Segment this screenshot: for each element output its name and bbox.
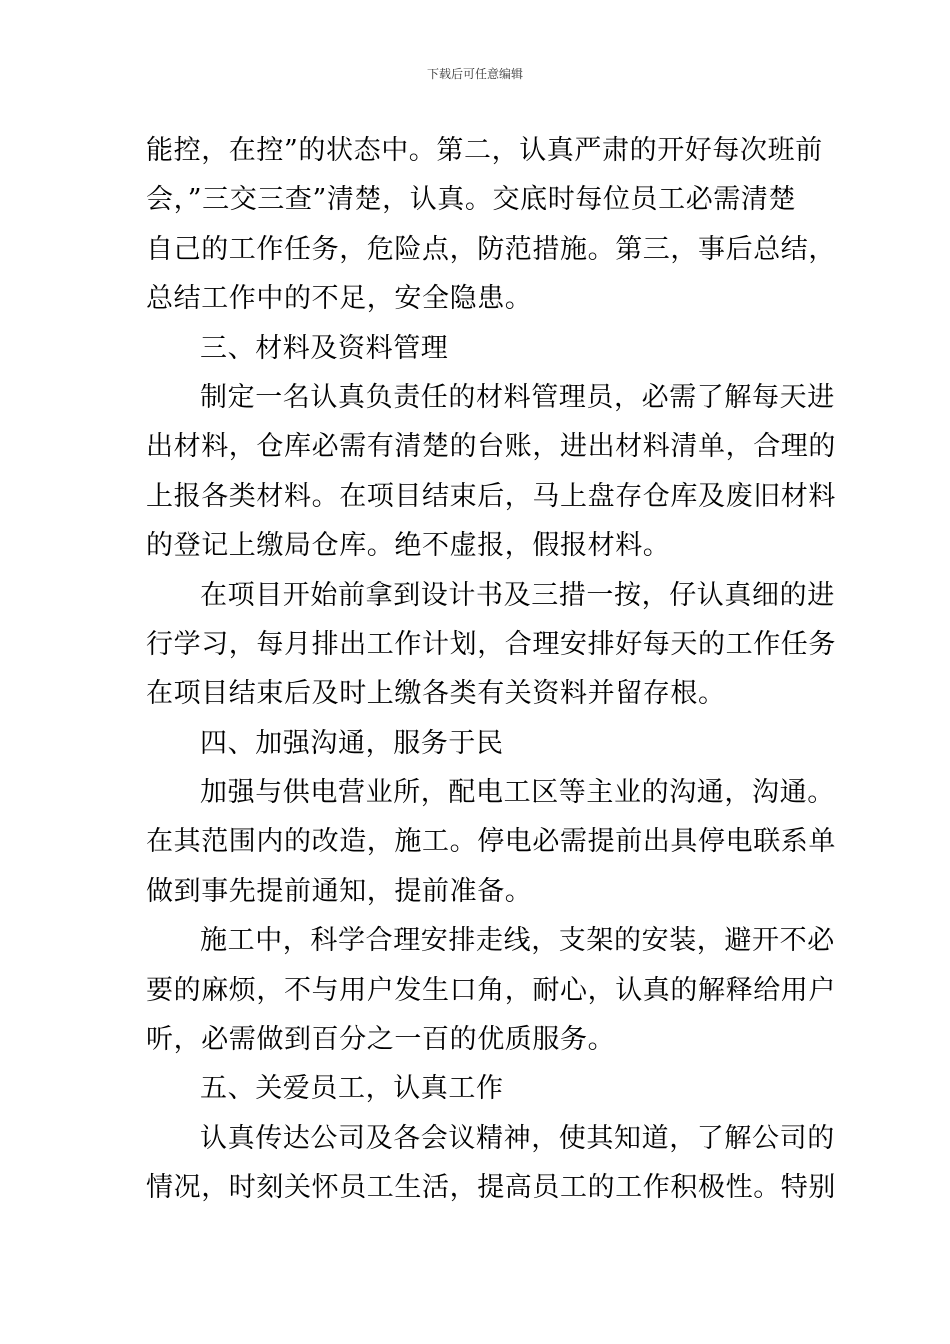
- text-line: 在项目开始前拿到设计书及三措一按，仔认真细的进: [200, 579, 835, 611]
- text-line: 做到事先提前通知，提前准备。: [146, 875, 533, 907]
- document-body: [146, 126, 836, 1213]
- text-line: 施工中，科学合理安排走线，支架的安装，避开不必: [200, 925, 835, 957]
- section-heading: 四、加强沟通，服务于民: [200, 727, 504, 759]
- text-line: 自己的工作任务，危险点，防范措施。第三，事后总结，: [146, 233, 836, 265]
- text-line: 总结工作中的不足，安全隐患。: [146, 283, 533, 315]
- text-line: 行学习，每月排出工作计划，合理安排好每天的工作任务: [146, 628, 836, 660]
- text-line: 在其范围内的改造，施工。停电必需提前出具停电联系单: [146, 826, 836, 858]
- text-line: 听，必需做到百分之一百的优质服务。: [146, 1024, 616, 1056]
- section-heading: 三、材料及资料管理: [200, 332, 449, 364]
- text-line: 能控，在控”的状态中。第二，认真严肃的开好每次班前: [146, 135, 823, 166]
- text-line: 会，”三交三查”清楚，认真。交底时每位员工必需清楚: [146, 184, 797, 216]
- text-line: 的登记上缴局仓库。绝不虚报，假报材料。: [146, 530, 671, 562]
- page-header: 下载后可任意编辑: [426, 67, 523, 81]
- section-heading: 五、关爱员工，认真工作: [200, 1073, 504, 1105]
- text-line: 加强与供电营业所，配电工区等主业的沟通，沟通。: [200, 777, 835, 809]
- text-line: 情况，时刻关怀员工生活，提高员工的工作积极性。特别: [146, 1172, 836, 1204]
- text-line: 制定一名认真负责任的材料管理员，必需了解每天进: [200, 381, 835, 413]
- text-line: 出材料，仓库必需有清楚的台账，进出材料清单，合理的: [146, 431, 836, 463]
- text-line: 要的麻烦，不与用户发生口角，耐心，认真的解释给用户: [146, 974, 836, 1006]
- text-line: 上报各类材料。在项目结束后，马上盘存仓库及废旧材料: [146, 480, 836, 512]
- text-line: 认真传达公司及各会议精神，使其知道，了解公司的: [200, 1122, 835, 1154]
- text-line: 在项目结束后及时上缴各类有关资料并留存根。: [146, 678, 726, 710]
